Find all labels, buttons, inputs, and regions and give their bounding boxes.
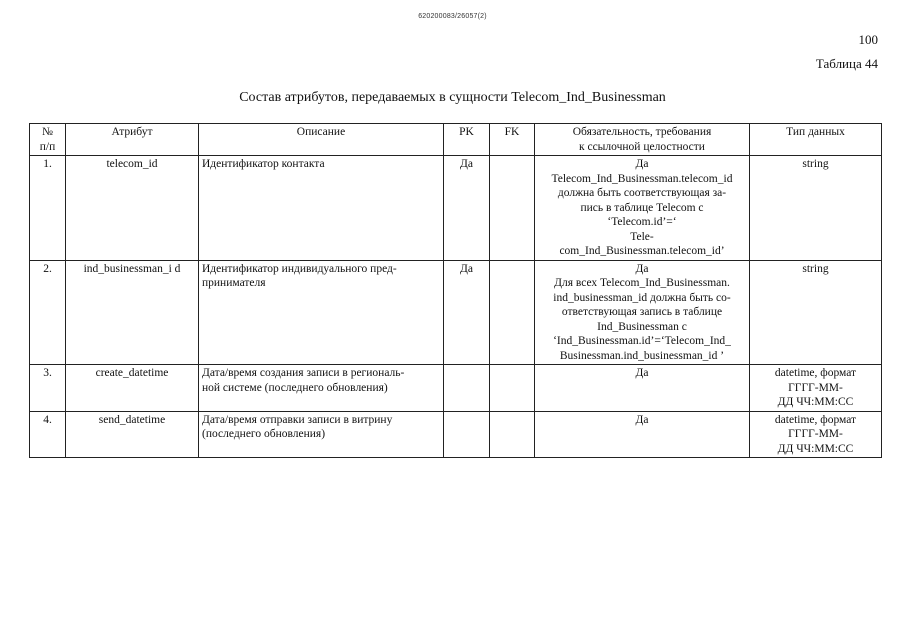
header-line: Тип данных — [786, 126, 845, 138]
data-type-line: datetime, формат — [774, 413, 857, 426]
description-line: принимателя — [202, 277, 266, 289]
requirement-line: ‘Ind_Businessman.id’=‘Telecom_Ind_ — [553, 335, 731, 347]
description-line: Дата/время создания записи в региональ- — [202, 367, 405, 379]
data-type-line: ДД ЧЧ:ММ:СС — [777, 396, 854, 408]
pk-cell: Да — [444, 156, 490, 261]
document-code: 620200083/26057(2) — [418, 13, 487, 20]
data-type-line: ДД ЧЧ:ММ:СС — [777, 442, 854, 455]
fk-cell — [490, 260, 535, 365]
row-number: 3. — [30, 365, 66, 412]
column-header-description — [199, 124, 444, 156]
attribute-name: create_datetime — [66, 365, 199, 412]
requirements-cell — [535, 411, 750, 458]
description-line: Дата/время отправки записи в витрину — [202, 413, 393, 426]
fk-cell — [490, 365, 535, 412]
requirement-line: Для всех Telecom_Ind_Businessman. — [554, 277, 730, 289]
data-type-cell — [750, 156, 882, 261]
requirement-line: пись в таблице Telecom с — [580, 201, 704, 214]
row-number: 4. — [30, 411, 66, 458]
data-type-cell — [750, 411, 882, 458]
column-header-fk — [490, 124, 535, 156]
attributes-table — [29, 123, 882, 458]
pk-cell — [444, 411, 490, 458]
data-type-line: ГГГГ-ММ- — [788, 381, 843, 394]
attribute-description — [199, 260, 444, 365]
requirement-line: ответствующая запись в таблице — [561, 306, 723, 318]
data-type-line: string — [802, 158, 829, 170]
attribute-description — [199, 365, 444, 412]
requirement-line: Да — [635, 158, 649, 170]
requirement-line: Да — [635, 367, 649, 379]
header-line: PK — [459, 126, 474, 138]
column-header-attribute — [66, 124, 199, 156]
row-number: 1. — [30, 156, 66, 261]
requirement-line: Да — [635, 413, 649, 426]
requirement-line: должна быть соответствующая за- — [557, 187, 727, 199]
data-type-line: string — [802, 262, 829, 275]
header-line: п/п — [39, 140, 56, 153]
attribute-name: ind_businessman_i d — [66, 260, 199, 365]
attribute-description — [199, 411, 444, 458]
description-line: (последнего обновления) — [202, 428, 326, 440]
table-row — [30, 260, 882, 365]
requirement-line: Tele- — [630, 230, 654, 243]
data-type-line: ГГГГ-ММ- — [788, 428, 843, 440]
column-header-pk — [444, 124, 490, 156]
table-row — [30, 411, 882, 458]
requirement-line: Да — [635, 262, 649, 275]
table-header-row — [30, 124, 882, 156]
pk-cell: Да — [444, 260, 490, 365]
data-type-line: datetime, формат — [774, 367, 857, 379]
description-line: ной системе (последнего обновления) — [202, 381, 388, 394]
requirement-line: com_Ind_Businessman.telecom_id’ — [559, 245, 725, 257]
table-row — [30, 365, 882, 412]
table-row — [30, 156, 882, 261]
attribute-description — [199, 156, 444, 261]
requirement-line: Businessman.ind_businessman_id ’ — [559, 349, 725, 362]
header-line: Атрибут — [111, 126, 153, 138]
page-number: 100 — [858, 32, 878, 47]
data-type-cell — [750, 260, 882, 365]
pk-cell — [444, 365, 490, 412]
table-label: Таблица 44 — [815, 56, 878, 71]
description-line: Идентификатор контакта — [202, 158, 325, 170]
description-line: Идентификатор индивидуального пред- — [202, 262, 397, 275]
header-line: № — [42, 126, 53, 138]
requirements-cell — [535, 260, 750, 365]
document-title: Состав атрибутов, передаваемых в сущности Telecom_Ind_Businessman — [239, 90, 666, 105]
attribute-name: telecom_id — [66, 156, 199, 261]
attribute-name: send_datetime — [66, 411, 199, 458]
requirements-cell — [535, 156, 750, 261]
requirements-cell — [535, 365, 750, 412]
column-header-requirements — [535, 124, 750, 156]
requirement-line: ind_businessman_id должна быть со- — [553, 291, 731, 304]
header-line: Обязательность, требования — [572, 126, 712, 138]
fk-cell — [490, 411, 535, 458]
column-header-number — [30, 124, 66, 156]
requirement-line: Ind_Businessman с — [597, 320, 687, 333]
header-line: Описание — [296, 126, 346, 138]
column-header-data-type — [750, 124, 882, 156]
header-line: FK — [504, 126, 520, 138]
requirement-line: ‘Telecom.id’=‘ — [607, 216, 677, 228]
fk-cell — [490, 156, 535, 261]
data-type-cell — [750, 365, 882, 412]
requirement-line: Telecom_Ind_Businessman.telecom_id — [551, 172, 733, 185]
header-line: к ссылочной целостности — [579, 140, 705, 153]
row-number: 2. — [30, 260, 66, 365]
